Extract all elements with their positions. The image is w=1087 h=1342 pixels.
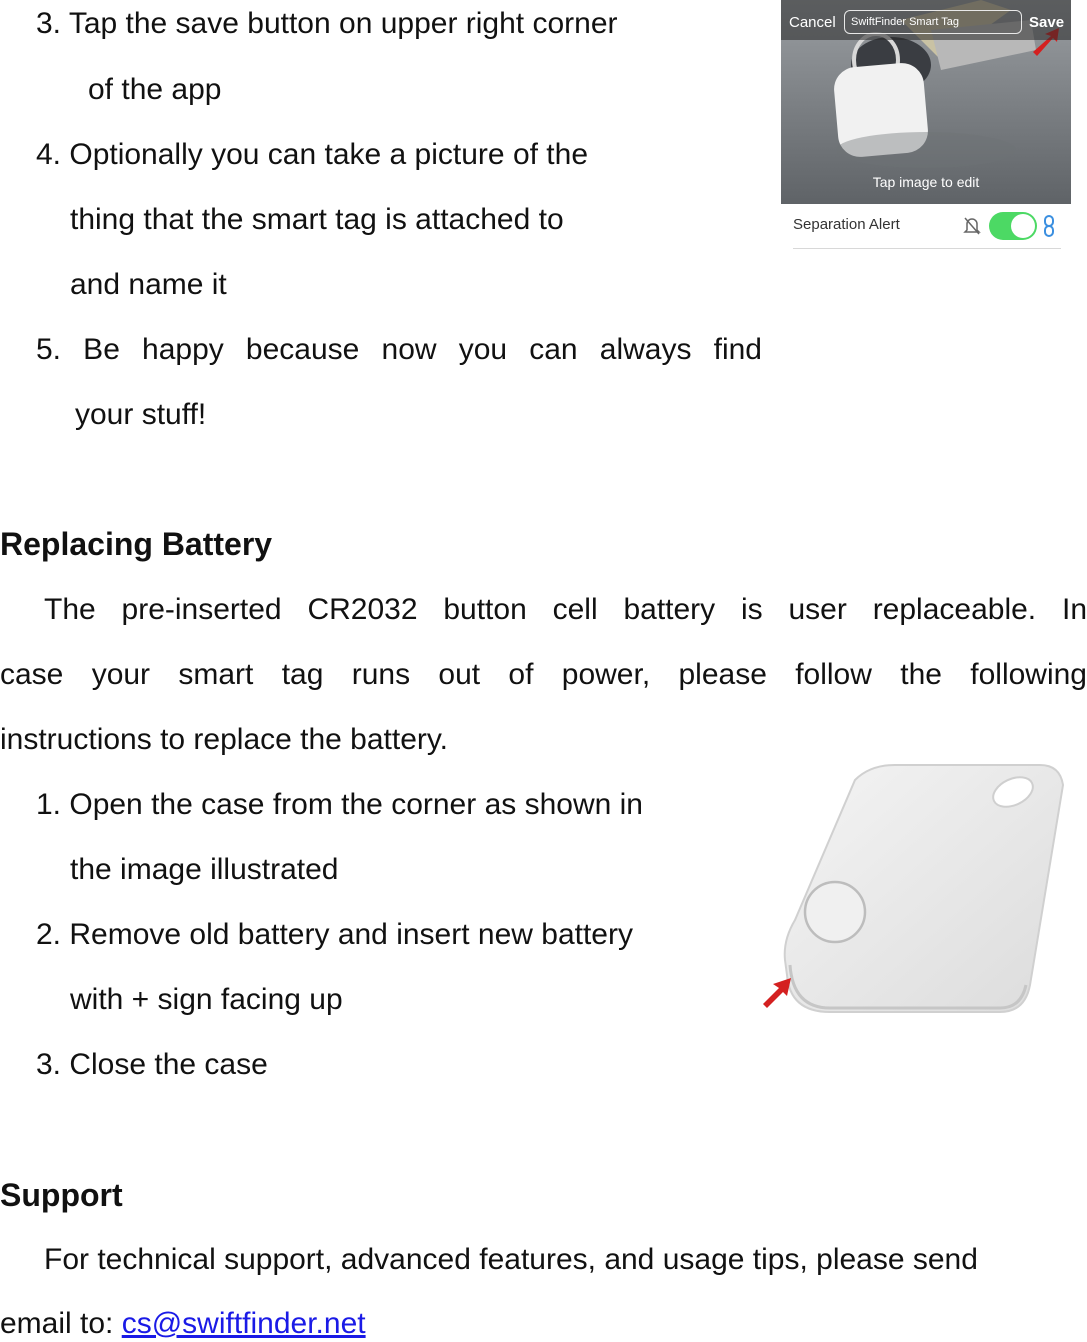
tap-to-edit-hint: Tap image to edit <box>872 174 980 190</box>
battery-step-1-line1: 1. Open the case from the corner as shown in <box>36 788 643 821</box>
support-heading: Support <box>0 1177 123 1213</box>
step-4-line2: thing that the smart tag is attached to <box>70 203 564 236</box>
link-icon <box>1043 215 1055 237</box>
battery-step-1-line2: the image illustrated <box>70 853 339 886</box>
mute-bell-icon <box>963 216 981 236</box>
app-screenshot <box>781 0 1071 204</box>
support-prefix: email to: <box>0 1307 122 1340</box>
battery-step-2-line2: with + sign facing up <box>70 983 343 1016</box>
separation-alert-row <box>793 204 1061 249</box>
support-line2 <box>0 1306 366 1342</box>
support-email-link[interactable]: cs@swiftfinder.net <box>121 1307 366 1340</box>
battery-intro-line1: The pre-inserted CR2032 button cell battery is user replaceable. In <box>44 593 1087 626</box>
cancel-button[interactable]: Cancel <box>789 14 836 31</box>
step-3-line1: 3. Tap the save button on upper right corner <box>36 7 618 40</box>
step-5-line1: 5. Be happy because now you can always find <box>36 333 762 366</box>
battery-step-2-line1: 2. Remove old battery and insert new battery <box>36 918 633 951</box>
tag-name-field[interactable]: SwiftFinder Smart Tag <box>844 10 1022 34</box>
step-5-line2: your stuff! <box>75 398 207 431</box>
open-corner-arrow-icon <box>763 978 791 1008</box>
save-button[interactable]: Save <box>1029 14 1065 31</box>
step-4-line3: and name it <box>70 268 227 301</box>
battery-step-3: 3. Close the case <box>36 1048 268 1081</box>
separation-alert-toggle[interactable] <box>989 212 1037 240</box>
smart-tag-illustration <box>755 760 1085 1020</box>
step-4-line1: 4. Optionally you can take a picture of the <box>36 138 588 171</box>
step-3-line2: of the app <box>88 73 222 106</box>
support-line1: For technical support, advanced features, and usage tips, please send <box>44 1243 978 1276</box>
separation-alert-label: Separation Alert <box>793 216 900 233</box>
battery-heading: Replacing Battery <box>0 526 273 562</box>
battery-intro-line2: case your smart tag runs out of power, please follow the following <box>0 658 1087 691</box>
battery-intro-line3: instructions to replace the battery. <box>0 723 449 756</box>
